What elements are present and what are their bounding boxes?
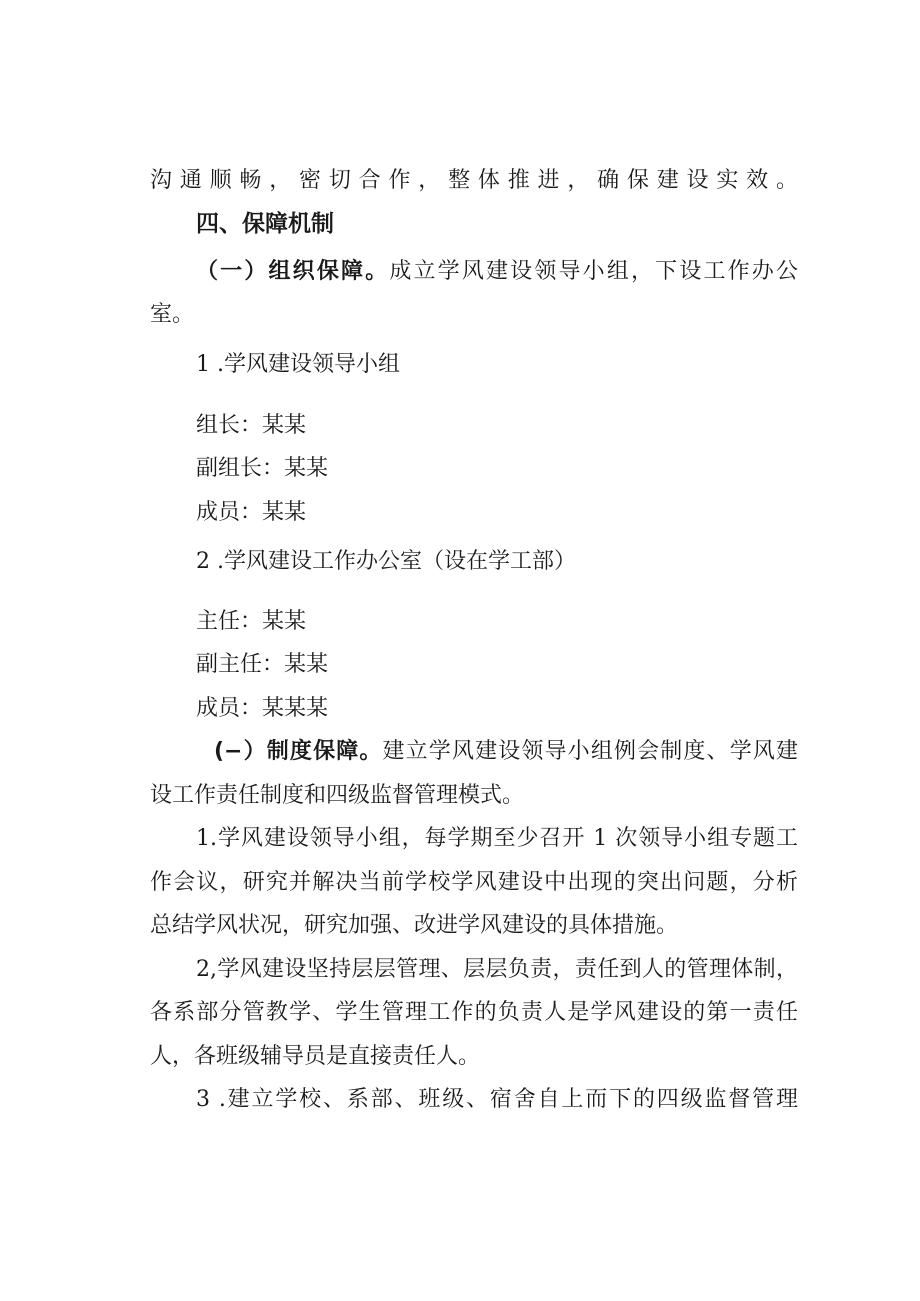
paragraph-line: 室。: [150, 302, 195, 327]
list-item: 2 .学风建设工作办公室（设在学工部）: [196, 549, 576, 574]
roster-entry: 成员：某某: [196, 500, 307, 525]
roster-entry: 成员：某某某: [196, 696, 329, 721]
section-heading: 四、保障机制: [196, 211, 334, 237]
roster-entry: 副主任：某某: [196, 652, 329, 677]
roster-entry: 主任：某某: [196, 609, 307, 634]
paragraph-line: 设工作责任制度和四级监督管理模式。: [150, 783, 525, 808]
paragraph-line: 沟通顺畅，密切合作，整体推进，确保建设实效。: [150, 168, 798, 193]
subsection-paragraph: [196, 257, 798, 287]
subsection-heading: （一）组织保障。: [196, 259, 390, 284]
paragraph-line: 各系部分管教学、学生管理工作的负责人是学风建设的第一责任: [150, 1000, 798, 1025]
paragraph-text: 成立学风建设领导小组，下设工作办公: [389, 259, 798, 284]
subsection-heading: (−）制度保障。: [214, 739, 383, 764]
subsection-paragraph: [214, 737, 798, 767]
paragraph-line: 2,学风建设坚持层层管理、层层负责，责任到人的管理体制，: [196, 957, 798, 982]
paragraph-text: 建立学风建设领导小组例会制度、学风建: [382, 739, 798, 764]
paragraph-line: 1.学风建设领导小组，每学期至少召开 1 次领导小组专题工: [196, 826, 798, 851]
paragraph-line: 作会议，研究并解决当前学校学风建设中出现的突出问题，分析: [150, 870, 798, 895]
paragraph-line: 3 .建立学校、系部、班级、宿舍自上而下的四级监督管理: [196, 1087, 798, 1112]
paragraph-line: 总结学风状况，研究加强、改进学风建设的具体措施。: [150, 913, 679, 938]
roster-entry: 副组长：某某: [196, 456, 329, 481]
roster-entry: 组长：某某: [196, 413, 307, 438]
list-item: 1 .学风建设领导小组: [196, 352, 400, 377]
paragraph-line: 人，各班级辅导员是直接责任人。: [150, 1044, 481, 1069]
